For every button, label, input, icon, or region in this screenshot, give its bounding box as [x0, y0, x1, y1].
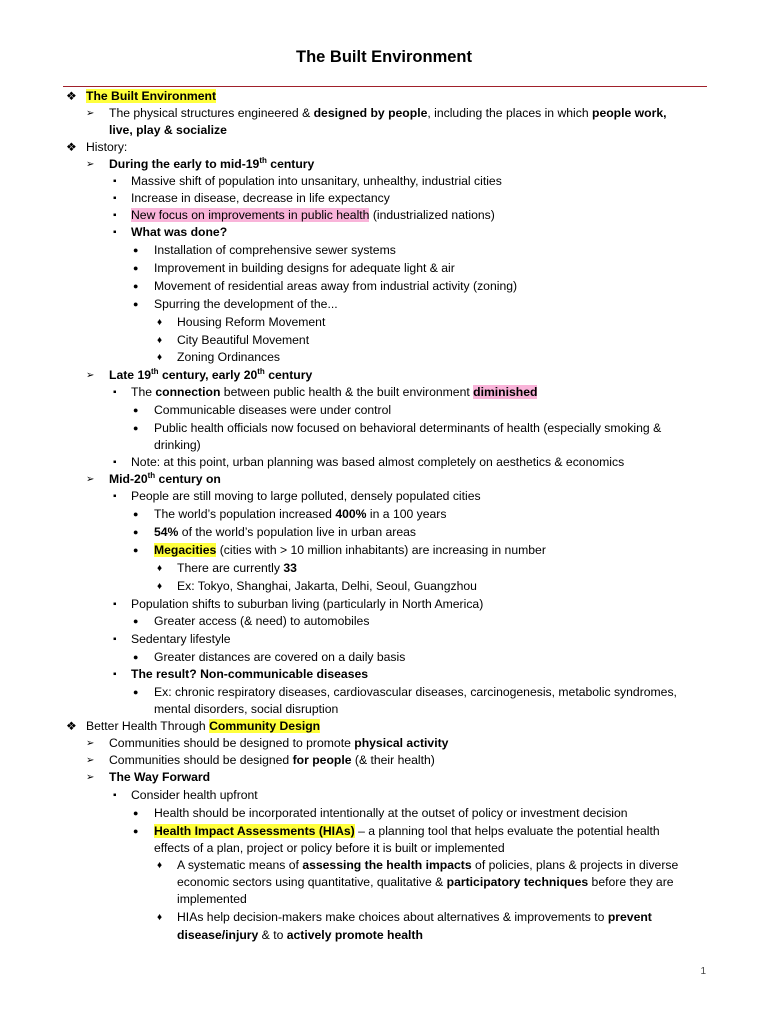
- title-divider: [63, 86, 707, 87]
- arrow-bullet-icon: ➢: [86, 738, 95, 749]
- list-item: The world’s population increased 400% in a 100 years: [154, 507, 447, 521]
- list-item: A systematic means of assessing the health impacts of policies, plans & projects in diverse: [177, 858, 679, 872]
- square-bullet-icon: ▪: [113, 599, 117, 610]
- diamond-bullet-icon: ❖: [66, 89, 77, 103]
- era-heading: Late 19th century, early 20th century: [109, 366, 313, 382]
- square-bullet-icon: ▪: [113, 210, 117, 221]
- list-item: Increase in disease, decrease in life expectancy: [131, 191, 390, 205]
- dot-bullet-icon: ●: [133, 545, 139, 555]
- dot-bullet-icon: ●: [133, 423, 139, 433]
- solid-diamond-icon: ♦: [157, 912, 163, 923]
- square-bullet-icon: ▪: [113, 790, 117, 801]
- arrow-bullet-icon: ➢: [86, 755, 95, 766]
- page-number: 1: [700, 966, 706, 977]
- list-item: Health Impact Assessments (HIAs) – a planning tool that helps evaluate the potential health: [154, 824, 660, 838]
- section-heading: Better Health Through Community Design: [86, 719, 321, 733]
- list-item: Communities should be designed to promote physical activity: [109, 736, 449, 750]
- square-bullet-icon: ▪: [113, 457, 117, 468]
- solid-diamond-icon: ♦: [157, 860, 163, 871]
- square-bullet-icon: ▪: [113, 227, 117, 238]
- list-item: 54% of the world’s population live in urban areas: [154, 525, 416, 539]
- dot-bullet-icon: ●: [133, 808, 139, 818]
- list-item: Ex: chronic respiratory diseases, cardiovascular diseases, carcinogenesis, metabolic syndromes,: [154, 685, 677, 699]
- list-item: The result? Non-communicable diseases: [131, 667, 369, 681]
- list-item: The Way Forward: [109, 770, 211, 784]
- square-bullet-icon: ▪: [113, 176, 117, 187]
- solid-diamond-icon: ♦: [157, 317, 163, 328]
- arrow-bullet-icon: ➢: [86, 159, 95, 170]
- list-item: Communities should be designed for people (& their health): [109, 753, 435, 767]
- list-item: There are currently 33: [177, 561, 297, 575]
- list-item: Health should be incorporated intentionally at the outset of policy or investment decision: [154, 806, 628, 820]
- list-item: Sedentary lifestyle: [131, 632, 231, 646]
- solid-diamond-icon: ♦: [157, 352, 163, 363]
- era-heading: Mid-20th century on: [109, 470, 221, 486]
- list-item-cont: effects of a plan, project or policy before it is built or implemented: [154, 841, 505, 855]
- solid-diamond-icon: ♦: [157, 563, 163, 574]
- list-item: Communicable diseases were under control: [154, 403, 392, 417]
- definition-line: The physical structures engineered & designed by people, including the places in which people work,: [109, 106, 667, 120]
- square-bullet-icon: ▪: [113, 669, 117, 680]
- list-item: Note: at this point, urban planning was based almost completely on aesthetics & economics: [131, 455, 625, 469]
- list-item: Installation of comprehensive sewer systems: [154, 243, 396, 257]
- dot-bullet-icon: ●: [133, 527, 139, 537]
- list-item: City Beautiful Movement: [177, 333, 310, 347]
- list-item: Public health officials now focused on behavioral determinants of health (especially smoking &: [154, 421, 662, 435]
- arrow-bullet-icon: ➢: [86, 772, 95, 783]
- dot-bullet-icon: ●: [133, 652, 139, 662]
- dot-bullet-icon: ●: [133, 826, 139, 836]
- square-bullet-icon: ▪: [113, 193, 117, 204]
- list-item: Population shifts to suburban living (particularly in North America): [131, 597, 484, 611]
- list-item: Greater distances are covered on a daily basis: [154, 650, 406, 664]
- dot-bullet-icon: ●: [133, 509, 139, 519]
- list-item: Housing Reform Movement: [177, 315, 326, 329]
- list-item: The connection between public health & the built environment diminished: [131, 385, 538, 399]
- page-title: The Built Environment: [295, 48, 472, 66]
- list-item: Zoning Ordinances: [177, 350, 280, 364]
- dot-bullet-icon: ●: [133, 299, 139, 309]
- list-item-cont: implemented: [177, 892, 247, 906]
- arrow-bullet-icon: ➢: [86, 108, 95, 119]
- list-item-cont: disease/injury & to actively promote health: [177, 928, 423, 942]
- list-item: New focus on improvements in public health (industrialized nations): [131, 208, 495, 222]
- list-item: People are still moving to large polluted, densely populated cities: [131, 489, 481, 503]
- list-item: Greater access (& need) to automobiles: [154, 614, 370, 628]
- square-bullet-icon: ▪: [113, 491, 117, 502]
- definition-line-cont: live, play & socialize: [109, 123, 227, 137]
- square-bullet-icon: ▪: [113, 634, 117, 645]
- list-item: Ex: Tokyo, Shanghai, Jakarta, Delhi, Seoul, Guangzhou: [177, 579, 477, 593]
- list-item: Megacities (cities with > 10 million inhabitants) are increasing in number: [154, 543, 546, 557]
- list-item: Massive shift of population into unsanitary, unhealthy, industrial cities: [131, 174, 502, 188]
- dot-bullet-icon: ●: [133, 245, 139, 255]
- dot-bullet-icon: ●: [133, 281, 139, 291]
- list-item: Improvement in building designs for adequate light & air: [154, 261, 455, 275]
- diamond-bullet-icon: ❖: [66, 140, 77, 154]
- era-heading: During the early to mid-19th century: [109, 155, 315, 171]
- dot-bullet-icon: ●: [133, 616, 139, 626]
- section-heading: The Built Environment: [86, 89, 217, 103]
- list-item: Spurring the development of the...: [154, 297, 338, 311]
- list-item-cont: economic sectors using quantitative, qualitative & participatory techniques before they are: [177, 875, 674, 889]
- list-item: Consider health upfront: [131, 788, 258, 802]
- arrow-bullet-icon: ➢: [86, 474, 95, 485]
- list-item-cont: mental disorders, social disruption: [154, 702, 339, 716]
- list-item: What was done?: [131, 225, 228, 239]
- list-item-cont: drinking): [154, 438, 201, 452]
- history-heading: History:: [86, 140, 128, 154]
- square-bullet-icon: ▪: [113, 387, 117, 398]
- list-item: HIAs help decision-makers make choices about alternatives & improvements to prevent: [177, 910, 652, 924]
- diamond-bullet-icon: ❖: [66, 719, 77, 733]
- dot-bullet-icon: ●: [133, 405, 139, 415]
- solid-diamond-icon: ♦: [157, 581, 163, 592]
- dot-bullet-icon: ●: [133, 687, 139, 697]
- solid-diamond-icon: ♦: [157, 335, 163, 346]
- arrow-bullet-icon: ➢: [86, 370, 95, 381]
- dot-bullet-icon: ●: [133, 263, 139, 273]
- list-item: Movement of residential areas away from industrial activity (zoning): [154, 279, 518, 293]
